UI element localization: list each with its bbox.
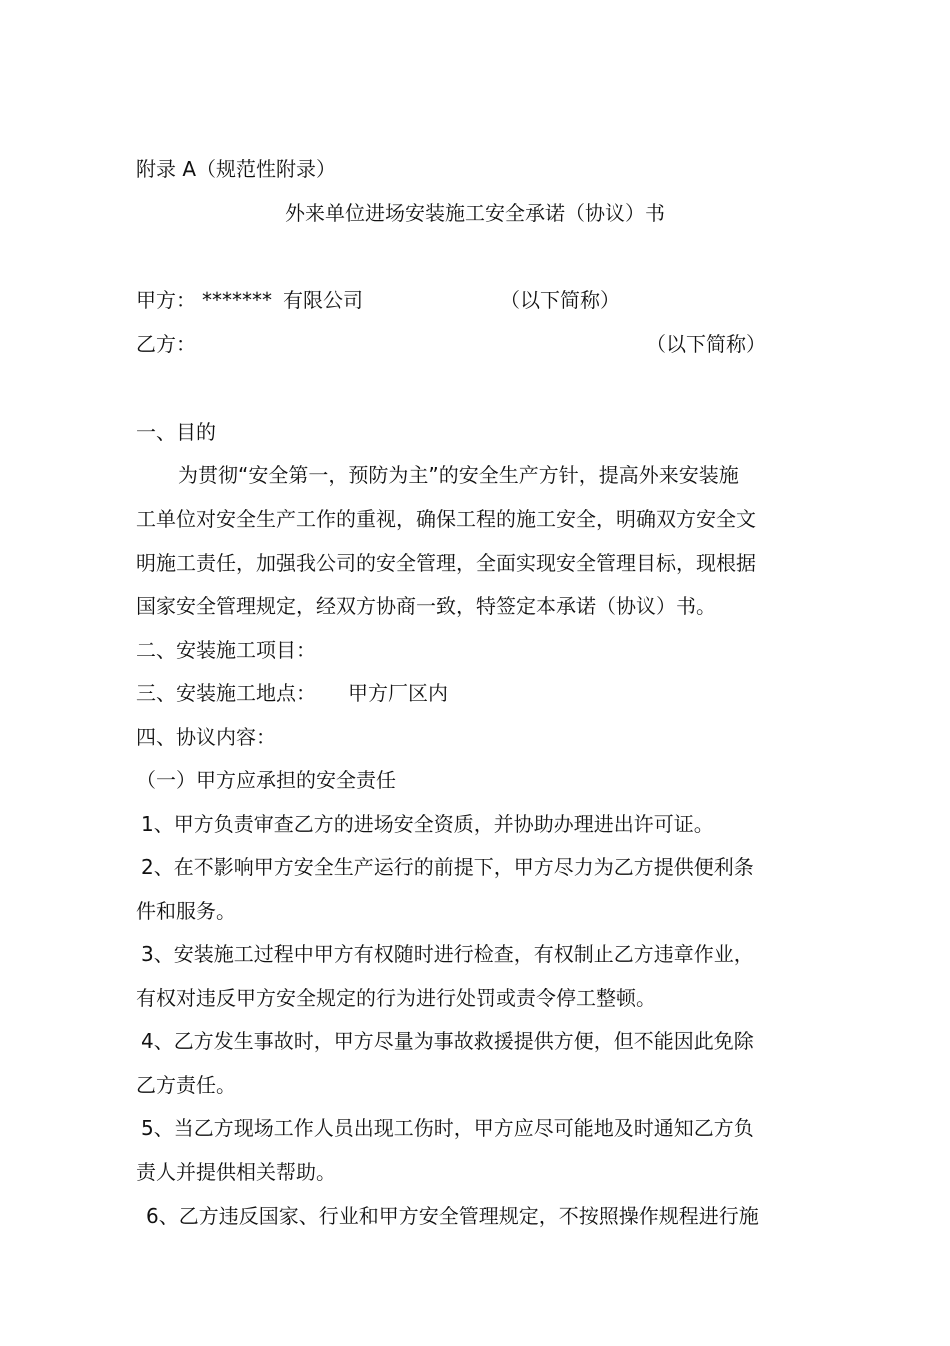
party-a-abbr: （以下简称） — [500, 288, 620, 312]
section-2-heading: 二、安装施工项目： — [136, 638, 316, 662]
section-4-subheading: （一）甲方应承担的安全责任 — [136, 768, 396, 792]
party-b-abbr: （以下简称） — [646, 332, 766, 356]
clause-3-cont: 有权对违反甲方安全规定的行为进行处罚或责令停工整顿。 — [136, 986, 656, 1010]
section-1-line: 明施工责任，加强我公司的安全管理，全面实现安全管理目标，现根据 — [136, 551, 756, 575]
clause-2: 2、在不影响甲方安全生产运行的前提下，甲方尽力为乙方提供便利条 — [141, 855, 754, 879]
section-1-heading: 一、目的 — [136, 420, 216, 444]
clause-3: 3、安装施工过程中甲方有权随时进行检查，有权制止乙方违章作业， — [141, 942, 754, 966]
clause-6: 6、乙方违反国家、行业和甲方安全管理规定，不按照操作规程进行施 — [146, 1204, 759, 1228]
document-title: 外来单位进场安装施工安全承诺（协议）书 — [285, 201, 665, 225]
section-1-line: 国家安全管理规定，经双方协商一致，特签定本承诺（协议）书。 — [136, 594, 716, 618]
clause-2-cont: 件和服务。 — [136, 899, 236, 923]
section-3-heading: 三、安装施工地点： — [136, 681, 316, 705]
clause-5-cont: 责人并提供相关帮助。 — [136, 1160, 336, 1184]
party-a-masked-name: ******* — [202, 288, 272, 312]
party-b-label: 乙方： — [136, 332, 196, 356]
section-1-line: 工单位对安全生产工作的重视，确保工程的施工安全，明确双方安全文 — [136, 507, 756, 531]
section-3-value: 甲方厂区内 — [348, 681, 448, 705]
appendix-label: 附录 A（规范性附录） — [136, 157, 337, 181]
party-a-company: 有限公司 — [283, 288, 363, 312]
clause-1: 1、甲方负责审查乙方的进场安全资质，并协助办理进出许可证。 — [141, 812, 714, 836]
party-a-label: 甲方： — [136, 288, 196, 312]
clause-4-cont: 乙方责任。 — [136, 1073, 236, 1097]
section-1-line: 为贯彻“安全第一，预防为主”的安全生产方针，提高外来安装施 — [178, 463, 739, 487]
clause-5: 5、当乙方现场工作人员出现工伤时，甲方应尽可能地及时通知乙方负 — [141, 1116, 754, 1140]
clause-4: 4、乙方发生事故时，甲方尽量为事故救援提供方便，但不能因此免除 — [141, 1029, 754, 1053]
section-4-heading: 四、协议内容： — [136, 725, 276, 749]
